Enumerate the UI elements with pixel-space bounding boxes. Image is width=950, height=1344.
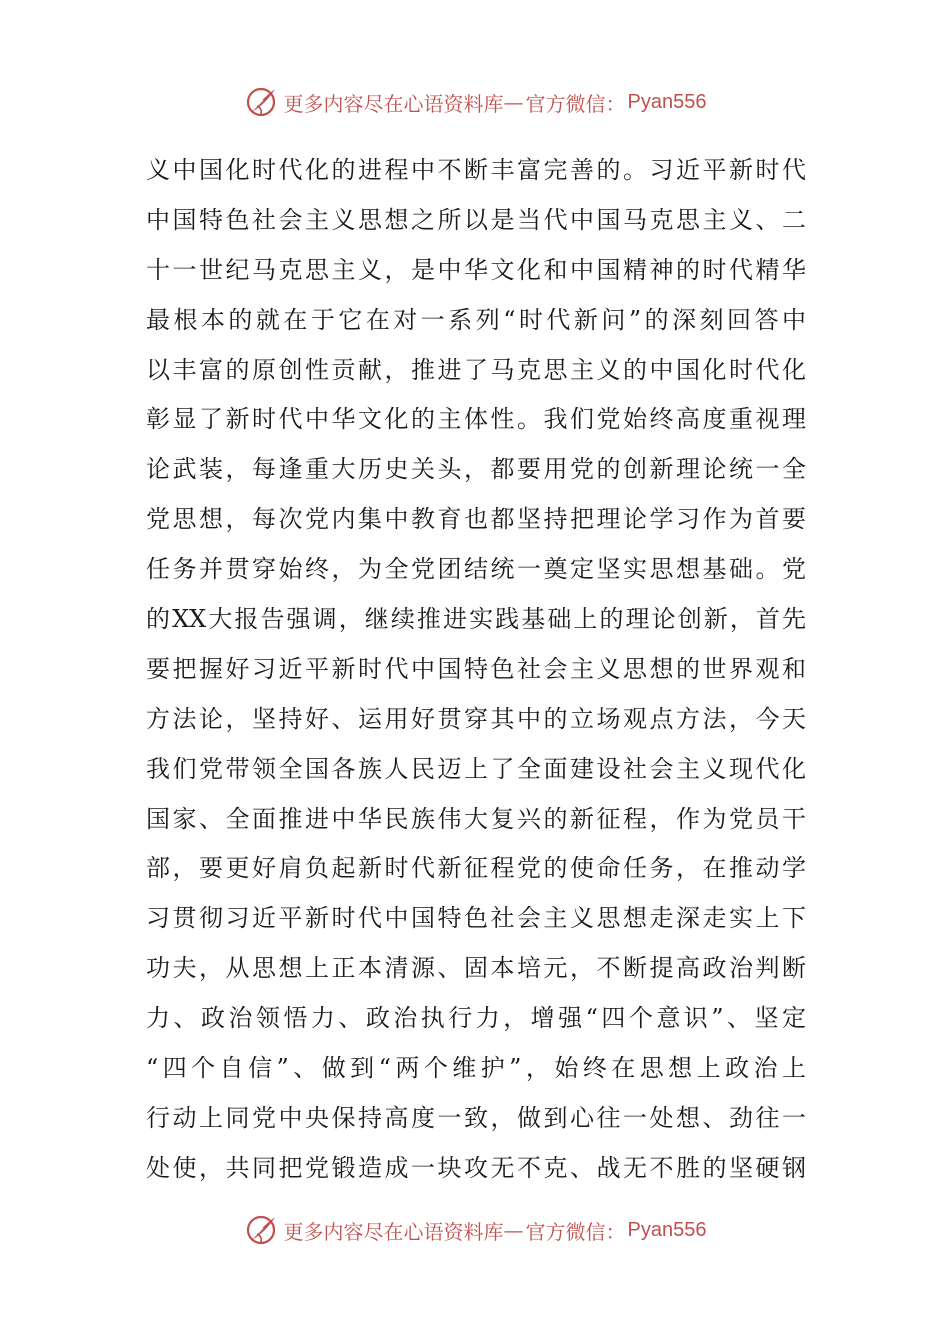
watermark-wechat-label: 官方微信： (525, 91, 626, 116)
document-body (146, 146, 806, 1194)
body-line: 习贯彻习近平新时代中国特色社会主义思想走深走实上下 (146, 904, 806, 933)
body-line: 十一世纪马克思主义，是中华文化和中国精神的时代精华 (146, 255, 806, 284)
watermark-text: 更多内容尽在心语资料库 (283, 91, 504, 116)
body-line: 中国特色社会主义思想之所以是当代中国马克思主义、二 (146, 205, 806, 234)
body-line: 国家、全面推进中华民族伟大复兴的新征程，作为党员干 (146, 804, 806, 833)
quill-logo-icon (244, 1213, 278, 1247)
body-line: 力、政治领悟力、政治执行力，增强“四个意识”、坚定 (146, 1004, 806, 1033)
body-line: 彰显了新时代中华文化的主体性。我们党始终高度重视理 (146, 405, 806, 434)
body-line: 行动上同党中央保持高度一致，做到心往一处想、劲往一 (146, 1103, 806, 1132)
watermark-dash: — (503, 90, 524, 114)
header-watermark (0, 82, 950, 122)
watermark-wechat-label: 官方微信： (525, 1219, 626, 1244)
watermark-text: 更多内容尽在心语资料库 (283, 1219, 504, 1244)
body-line: 党思想，每次党内集中教育也都坚持把理论学习作为首要 (146, 505, 806, 534)
body-line: 义中国化时代化的进程中不断丰富完善的。习近平新时代 (146, 156, 806, 184)
body-line: 我们党带领全国各族人民迈上了全面建设社会主义现代化 (146, 754, 806, 783)
body-line: 要把握好习近平新时代中国特色社会主义思想的世界观和 (146, 654, 806, 683)
body-line: “四个自信”、做到“两个维护”，始终在思想上政治上 (146, 1054, 806, 1083)
body-line: 方法论，坚持好、运用好贯穿其中的立场观点方法，今天 (146, 704, 806, 733)
body-line: 功夫，从思想上正本清源、固本培元，不断提高政治判断 (146, 954, 806, 983)
quill-logo-icon (244, 85, 278, 119)
footer-watermark (0, 1210, 950, 1250)
watermark-wechat-id: Pyan556 (627, 1218, 707, 1241)
body-line: 部，要更好肩负起新时代新征程党的使命任务，在推动学 (146, 854, 806, 883)
watermark-dash: — (503, 1218, 524, 1242)
body-line: 的XX大报告强调，继续推进实践基础上的理论创新，首先 (146, 605, 806, 634)
body-line: 以丰富的原创性贡献，推进了马克思主义的中国化时代化 (146, 355, 806, 384)
body-line: 处使，共同把党锻造成一块攻无不克、战无不胜的坚硬钢 (146, 1153, 806, 1182)
body-line: 任务并贯穿始终，为全党团结统一奠定坚实思想基础。党 (146, 555, 806, 584)
body-line: 最根本的就在于它在对一系列“时代新问”的深刻回答中 (146, 305, 806, 334)
body-line: 论武装，每逢重大历史关头，都要用党的创新理论统一全 (146, 455, 806, 484)
watermark-wechat-id: Pyan556 (627, 90, 707, 113)
